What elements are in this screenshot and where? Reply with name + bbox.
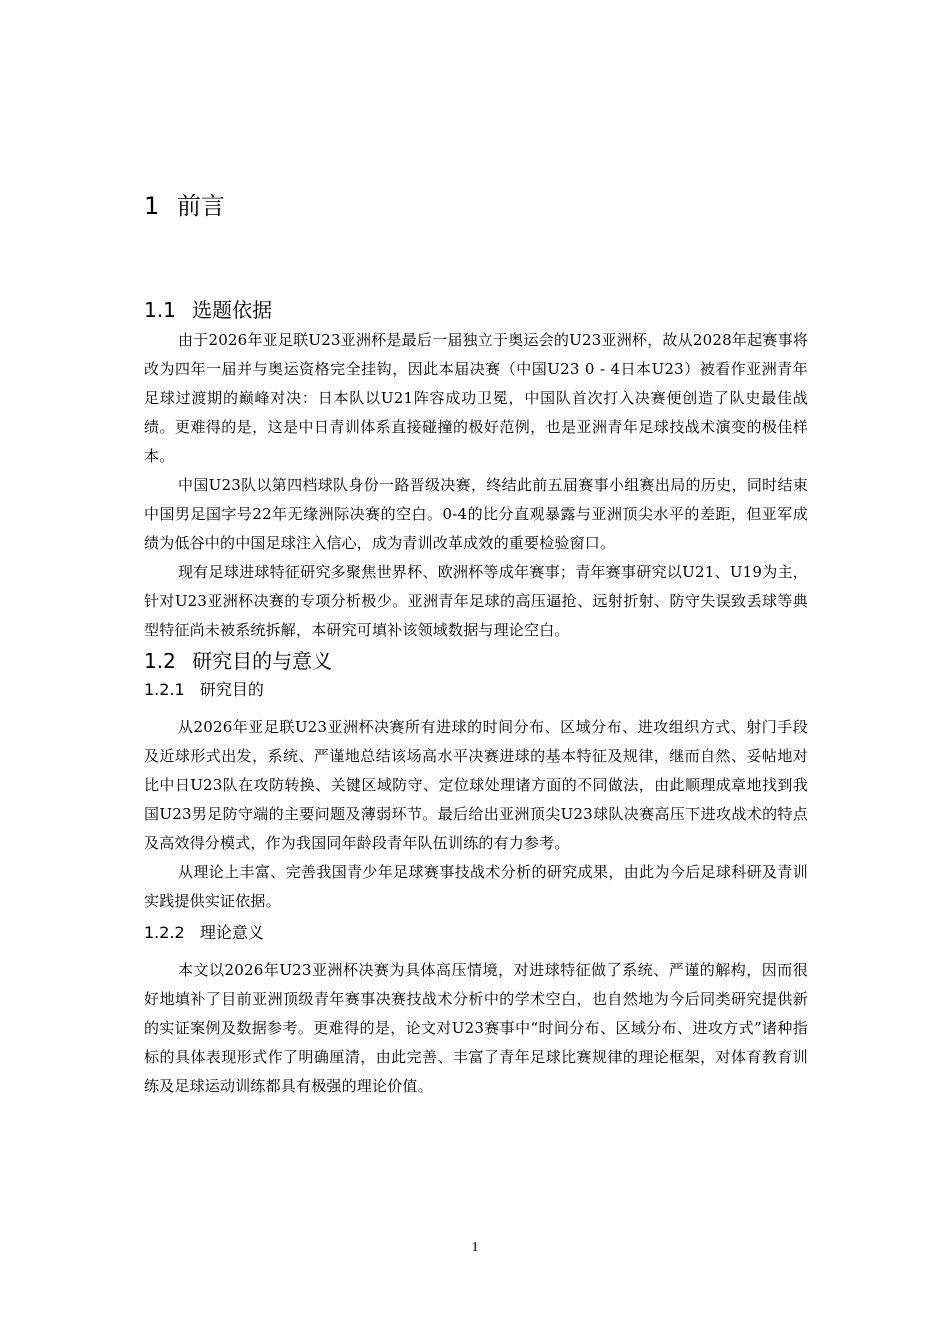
subsection-title: 理论意义 xyxy=(199,923,264,942)
page-content xyxy=(144,186,808,1101)
section-number: 1.1 xyxy=(144,298,176,322)
subsection-title: 研究目的 xyxy=(199,680,264,699)
section-heading-1-1 xyxy=(144,294,808,326)
section-title: 研究目的与意义 xyxy=(192,649,333,673)
paragraph: 由于2026年亚足联U23亚洲杯是最后一届独立于奥运会的U23亚洲杯，故从2028年起赛事将改为四年一届并与奥运资格完全挂钩，因此本届决赛（中国U23 0 - 4日本U23）被看作亚洲青年足球过渡期的巅峰对决：日本队以U21阵容成功卫冕，中国队首次打入决赛便创造了队史最佳战绩。更难得的是，这是中日青训体系直接碰撞的极好范例，也是亚洲青年足球技战术演变的极佳样本。 xyxy=(144,331,808,465)
paragraph: 从2026年亚足联U23亚洲杯决赛所有进球的时间分布、区域分布、进攻组织方式、射门手段及近球形式出发，系统、严谨地总结该场高水平决赛进球的基本特征及规律，继而自然、妥帖地对比中日U23队在攻防转换、关键区域防守、定位球处理诸方面的不同做法，由此顺理成章地找到我国U23男足防守端的主要问题及薄弱环节。最后给出亚洲顶尖U23球队决赛高压下进攻战术的特点及高效得分模式，作为我国同年龄段青年队伍训练的有力参考。 xyxy=(144,718,808,852)
paragraph: 从理论上丰富、完善我国青少年足球赛事技战术分析的研究成果，由此为今后足球科研及青训实践提供实证依据。 xyxy=(144,863,808,910)
chapter-number: 1 xyxy=(144,192,160,220)
paragraph: 现有足球进球特征研究多聚焦世界杯、欧洲杯等成年赛事；青年赛事研究以U21、U19为主，针对U23亚洲杯决赛的专项分析极少。亚洲青年足球的高压逼抢、远射折射、防守失误致丢球等典型特征尚未被系统拆解，本研究可填补该领域数据与理论空白。 xyxy=(144,563,808,639)
section-heading-1-2 xyxy=(144,645,808,677)
section-number: 1.2 xyxy=(144,649,176,673)
chapter-title: 前言 xyxy=(176,192,225,220)
page-number: 1 xyxy=(471,1240,479,1255)
subsection-heading-1-2-2 xyxy=(144,920,808,946)
paragraph: 中国U23队以第四档球队身份一路晋级决赛，终结此前五届赛事小组赛出局的历史，同时结束中国男足国字号22年无缘洲际决赛的空白。0-4的比分直观暴露与亚洲顶尖水平的差距，但亚军成绩为低谷中的中国足球注入信心，成为青训改革成效的重要检验窗口。 xyxy=(144,476,808,552)
section-title: 选题依据 xyxy=(192,298,273,322)
subsection-number: 1.2.2 xyxy=(144,923,185,942)
subsection-number: 1.2.1 xyxy=(144,680,185,699)
paragraph: 本文以2026年U23亚洲杯决赛为具体高压情境，对进球特征做了系统、严谨的解构，因而很好地填补了目前亚洲顶级青年赛事决赛技战术分析中的学术空白，也自然地为今后同类研究提供新的实证案例及数据参考。更难得的是，论文对U23赛事中“时间分布、区域分布、进攻方式”诸种指标的具体表现形式作了明确厘清，由此完善、丰富了青年足球比赛规律的理论框架，对体育教育训练及足球运动训练都具有极强的理论价值。 xyxy=(144,961,808,1095)
chapter-heading xyxy=(144,186,808,226)
subsection-heading-1-2-1 xyxy=(144,677,808,703)
